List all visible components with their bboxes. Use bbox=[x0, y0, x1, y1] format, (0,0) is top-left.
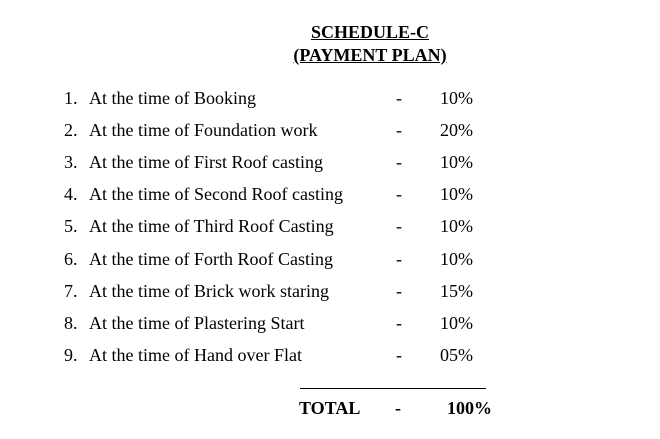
total-label: TOTAL bbox=[299, 398, 361, 418]
row-percentage: 10% bbox=[440, 249, 473, 269]
row-number: 5. bbox=[64, 216, 78, 236]
row-description: At the time of Brick work staring bbox=[89, 281, 329, 301]
row-description: At the time of First Roof casting bbox=[89, 152, 323, 172]
row-description: At the time of Second Roof casting bbox=[89, 184, 343, 204]
row-percentage: 20% bbox=[440, 120, 473, 140]
total-divider bbox=[300, 388, 486, 389]
row-percentage: 10% bbox=[440, 216, 473, 236]
row-percentage: 10% bbox=[440, 152, 473, 172]
row-number: 3. bbox=[64, 152, 78, 172]
row-dash: - bbox=[396, 313, 402, 333]
row-percentage: 10% bbox=[440, 88, 473, 108]
payment-plan-subtitle: (PAYMENT PLAN) bbox=[293, 45, 447, 65]
row-dash: - bbox=[396, 184, 402, 204]
row-description: At the time of Booking bbox=[89, 88, 256, 108]
row-percentage: 05% bbox=[440, 345, 473, 365]
row-dash: - bbox=[396, 345, 402, 365]
row-description: At the time of Plastering Start bbox=[89, 313, 305, 333]
row-dash: - bbox=[396, 88, 402, 108]
row-percentage: 10% bbox=[440, 313, 473, 333]
schedule-title: SCHEDULE-C bbox=[310, 22, 430, 42]
row-number: 2. bbox=[64, 120, 78, 140]
row-percentage: 15% bbox=[440, 281, 473, 301]
row-number: 1. bbox=[64, 88, 78, 108]
row-description: At the time of Hand over Flat bbox=[89, 345, 302, 365]
row-dash: - bbox=[396, 152, 402, 172]
row-dash: - bbox=[396, 281, 402, 301]
row-number: 6. bbox=[64, 249, 78, 269]
row-dash: - bbox=[396, 216, 402, 236]
row-number: 7. bbox=[64, 281, 78, 301]
row-dash: - bbox=[396, 249, 402, 269]
row-number: 8. bbox=[64, 313, 78, 333]
row-description: At the time of Forth Roof Casting bbox=[89, 249, 333, 269]
total-value: 100% bbox=[447, 398, 492, 418]
row-number: 9. bbox=[64, 345, 78, 365]
row-number: 4. bbox=[64, 184, 78, 204]
row-description: At the time of Third Roof Casting bbox=[89, 216, 334, 236]
row-percentage: 10% bbox=[440, 184, 473, 204]
row-description: At the time of Foundation work bbox=[89, 120, 318, 140]
total-dash: - bbox=[395, 398, 401, 418]
row-dash: - bbox=[396, 120, 402, 140]
